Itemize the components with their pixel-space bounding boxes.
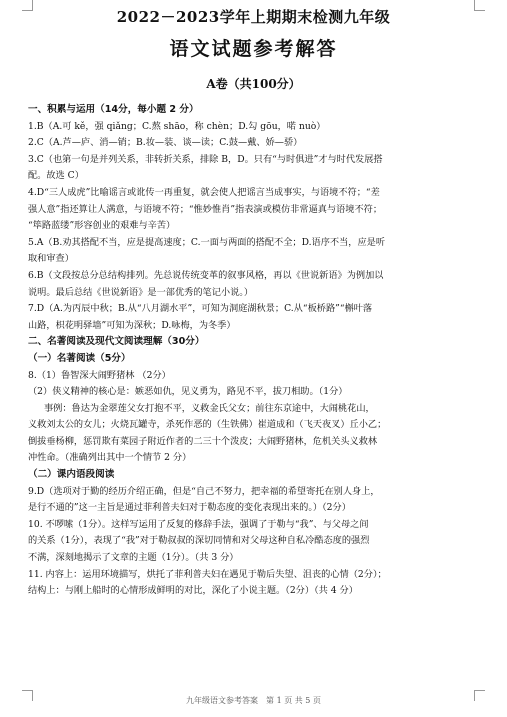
answer-line: 10. 不啰嗦（1分）。这样写运用了反复的修辞手法，强调了于勒与“我”、与父母之间 bbox=[28, 518, 369, 530]
answer-line: 9.D（选项对于勤的经历介绍正确，但是“自己不努力，把幸福的希望寄托在别人身上， bbox=[28, 485, 380, 497]
answer-line: 义救刘太公的女儿；火烧瓦罐寺，杀死作恶的（生铁佛）崔道成和（飞天夜叉）丘小乙； bbox=[28, 419, 387, 431]
section-a-heading: A卷（共100分） bbox=[206, 77, 301, 91]
answer-line: “筚路蓝缕”形容创业的艰难与辛苦） bbox=[28, 220, 176, 232]
answer-line: 1.B（A.可 kě，强 qiǎng；C.熬 shāo，称 chèn；D.勾 gōu，喏 nuò） bbox=[28, 120, 326, 132]
answer-line: 不满，深刻地揭示了文章的主题（1分）。（共 3 分） bbox=[28, 552, 239, 564]
section-heading: （二）课内语段阅读 bbox=[28, 469, 115, 481]
answer-line: 6.B（文段按总分总结构排列。先总说传统变革的叙事风格，再以《世说新语》为例加以 bbox=[28, 269, 384, 281]
answer-line: （2）侠义精神的核心是：嫉恶如仇，见义勇为，路见不平，拔刀相助。（1分） bbox=[28, 386, 348, 398]
answer-line: 山路，枳花明驿墙”可知为深秋；D.咏梅，为冬季） bbox=[28, 319, 236, 331]
answer-line: 2.C（A.芦—庐、消—销；B.妆—装、谈—读；C.鼓—戴、娇—骄） bbox=[28, 137, 303, 149]
answer-line: 冲性命。（准确列出其中一个情节 2 分） bbox=[28, 452, 192, 464]
answer-line: 3.C（也第一句是并列关系，非转折关系，排除 B，D。只有“与时俱进”才与时代发展搭 bbox=[28, 153, 383, 165]
answer-line: 说明。最后总结《世说新语》是一部优秀的笔记小说。） bbox=[28, 286, 254, 298]
answer-line: 8.（1）鲁智深大闹野猪林 （2分） bbox=[28, 369, 171, 381]
answer-line: 4.D“三人成虎”比喻谣言或讹传一再重复，就会使人把谣言当成事实，与语境不符；“差 bbox=[28, 186, 380, 198]
page-footer: 九年级语文参考答案 第 1 页 共 5 页 bbox=[186, 696, 321, 705]
answer-line: 取和审查） bbox=[28, 253, 74, 265]
section-heading: （一）名著阅读（5分） bbox=[28, 352, 131, 364]
section-heading: 二、名著阅读及现代文阅读理解（30分） bbox=[28, 336, 205, 348]
exam-title: 2022－2023学年上期期末检测九年级 bbox=[116, 8, 391, 26]
answer-line: 事例：鲁达为金翠莲父女打抱不平，义救金氏父女；前往东京途中，大闹桃花山， bbox=[44, 402, 375, 414]
answer-content bbox=[28, 102, 483, 600]
answer-line: 5.A（B.劝其搭配不当，应是提高速度；C.一面与两面的搭配不全；D.语序不当，应是听 bbox=[28, 236, 386, 248]
section-heading: 一、积累与运用（14分，每小题 2 分） bbox=[28, 104, 199, 115]
answer-line: 倒拔垂杨柳，惩罚欺有菜园子附近作者的二三十个泼皮；大闹野猪林，危机关头义救林 bbox=[28, 435, 378, 447]
answer-line: 11. 内容上：运用环境描写，烘托了菲利普夫妇在遇见于勒后失望、沮丧的心情（2分）； bbox=[28, 568, 387, 580]
answer-line: 7.D（A.为丙辰中秋；B.从“八月湖水平”，可知为洞庭湖秋景；C.从“板桥路”“槲叶落 bbox=[28, 303, 373, 315]
answer-line: 强人意”指还算让人满意，与语境不符；“惟妙惟肖”指表演或模仿非常逼真与语境不符； bbox=[28, 203, 383, 215]
answer-line: 结构上：与刚上船时的心情形成鲜明的对比，深化了小说主题。（2分）（共 4 分） bbox=[28, 585, 358, 597]
answer-line: 的关系（1分），表现了“我”对于勒叔叔的深切同情和对父母这种自私冷酷态度的强烈 bbox=[28, 535, 370, 547]
answer-line: 是行不通的”这一主旨是通过菲利普夫妇对于勒态度的变化表现出来的。）（2分） bbox=[28, 502, 351, 514]
document-title: 语文试题参考解答 bbox=[169, 38, 338, 60]
answer-line: 配。故选 C） bbox=[28, 170, 84, 182]
